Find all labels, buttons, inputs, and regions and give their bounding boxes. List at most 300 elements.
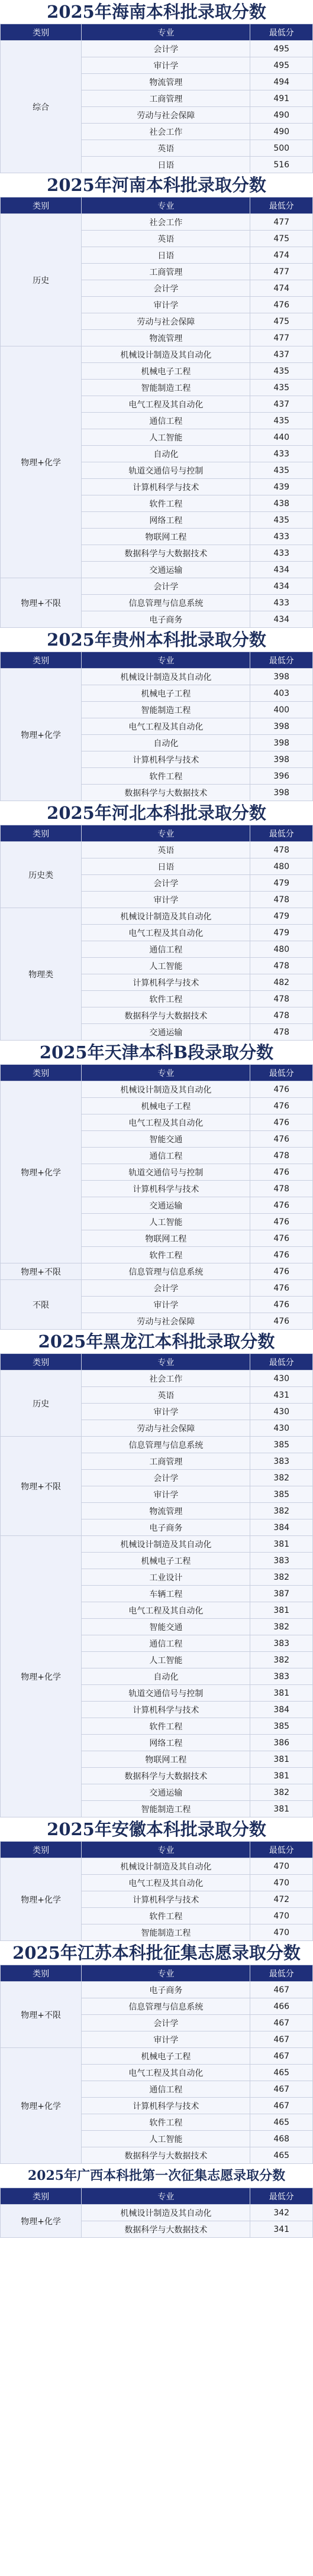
section-title: 2025年黑龙江本科批录取分数 [0,1330,313,1353]
major-cell: 会计学 [82,1470,250,1486]
score-cell: 433 [250,595,313,611]
score-cell: 385 [250,1718,313,1735]
header-category: 类别 [1,1842,82,1858]
score-section [0,1941,313,2164]
table-header-row [1,1354,313,1370]
header-major: 专业 [82,652,250,669]
major-cell: 审计学 [82,57,250,74]
major-cell: 交通运输 [82,1784,250,1801]
score-table [0,24,313,173]
category-cell: 物理+化学 [1,1081,82,1263]
header-major: 专业 [82,1065,250,1081]
score-cell: 474 [250,247,313,264]
major-cell: 机械设计制造及其自动化 [82,1536,250,1553]
major-cell: 软件工程 [82,1718,250,1735]
header-category: 类别 [1,1965,82,1982]
score-cell: 383 [250,1553,313,1569]
section-title: 2025年广西本科批第一次征集志愿录取分数 [0,2164,313,2188]
score-cell: 465 [250,2114,313,2131]
score-cell: 433 [250,446,313,462]
score-cell: 479 [250,908,313,925]
major-cell: 人工智能 [82,958,250,974]
major-cell: 轨道交通信号与控制 [82,1164,250,1181]
major-cell: 劳动与社会保障 [82,107,250,124]
major-cell: 工业设计 [82,1569,250,1586]
category-cell: 物理+不限 [1,1982,82,2048]
score-cell: 480 [250,858,313,875]
major-cell: 工商管理 [82,264,250,280]
major-cell: 车辆工程 [82,1586,250,1602]
score-cell: 476 [250,1247,313,1263]
header-score: 最低分 [250,825,313,842]
major-cell: 数据科学与大数据技术 [82,1768,250,1784]
score-cell: 435 [250,462,313,479]
score-table [0,197,313,628]
major-cell: 机械设计制造及其自动化 [82,346,250,363]
major-cell: 审计学 [82,2031,250,2048]
major-cell: 自动化 [82,1668,250,1685]
section-title: 2025年河南本科批录取分数 [0,173,313,197]
score-cell: 434 [250,578,313,595]
score-cell: 384 [250,1519,313,1536]
score-cell: 500 [250,140,313,157]
score-cell: 400 [250,702,313,718]
score-table [0,825,313,1041]
table-header-row [1,1065,313,1081]
header-category: 类别 [1,2188,82,2205]
section-title: 2025年安徽本科批录取分数 [0,1817,313,1841]
score-cell: 381 [250,1536,313,1553]
major-cell: 日语 [82,247,250,264]
category-cell: 历史 [1,214,82,346]
major-cell: 电气工程及其自动化 [82,718,250,735]
score-cell: 476 [250,1313,313,1330]
header-category: 类别 [1,24,82,41]
header-major: 专业 [82,1965,250,1982]
category-cell: 物理+化学 [1,1858,82,1941]
score-cell: 384 [250,1702,313,1718]
score-cell: 398 [250,785,313,801]
score-cell: 398 [250,751,313,768]
header-category: 类别 [1,197,82,214]
category-cell: 物理+化学 [1,2048,82,2164]
score-cell: 342 [250,2205,313,2221]
section-title: 2025年海南本科批录取分数 [0,0,313,24]
table-row [1,2205,313,2221]
table-header-row [1,24,313,41]
major-cell: 机械设计制造及其自动化 [82,908,250,925]
major-cell: 智能制造工程 [82,702,250,718]
table-row [1,41,313,57]
score-cell: 470 [250,1908,313,1924]
score-table [0,652,313,801]
score-cell: 470 [250,1924,313,1941]
major-cell: 物流管理 [82,330,250,346]
major-cell: 自动化 [82,446,250,462]
category-cell: 物理+不限 [1,1437,82,1536]
major-cell: 机械设计制造及其自动化 [82,2205,250,2221]
score-cell: 477 [250,214,313,231]
score-cell: 466 [250,1998,313,2015]
score-cell: 475 [250,231,313,247]
major-cell: 通信工程 [82,1635,250,1652]
major-cell: 计算机科学与技术 [82,1891,250,1908]
major-cell: 电气工程及其自动化 [82,2065,250,2081]
major-cell: 电气工程及其自动化 [82,1875,250,1891]
table-header-row [1,2188,313,2205]
score-cell: 382 [250,1652,313,1668]
score-cell: 434 [250,611,313,628]
section-title: 2025年江苏本科批征集志愿录取分数 [0,1941,313,1965]
major-cell: 审计学 [82,1486,250,1503]
major-cell: 数据科学与大数据技术 [82,545,250,562]
score-cell: 478 [250,1007,313,1024]
score-cell: 381 [250,1685,313,1702]
major-cell: 机械电子工程 [82,1553,250,1569]
table-row [1,346,313,363]
score-cell: 476 [250,1263,313,1280]
major-cell: 数据科学与大数据技术 [82,2221,250,2238]
header-score: 最低分 [250,1842,313,1858]
major-cell: 会计学 [82,41,250,57]
score-cell: 470 [250,1858,313,1875]
score-cell: 476 [250,1131,313,1148]
major-cell: 社会工作 [82,214,250,231]
score-cell: 435 [250,413,313,429]
header-score: 最低分 [250,197,313,214]
score-cell: 491 [250,90,313,107]
major-cell: 电气工程及其自动化 [82,396,250,413]
major-cell: 会计学 [82,578,250,595]
score-cell: 430 [250,1404,313,1420]
major-cell: 软件工程 [82,991,250,1007]
score-cell: 479 [250,925,313,941]
major-cell: 社会工作 [82,124,250,140]
major-cell: 智能交通 [82,1619,250,1635]
table-row [1,1536,313,1553]
major-cell: 智能制造工程 [82,380,250,396]
score-cell: 467 [250,1982,313,1998]
score-cell: 478 [250,991,313,1007]
major-cell: 日语 [82,858,250,875]
header-score: 最低分 [250,1354,313,1370]
table-header-row [1,1842,313,1858]
score-cell: 480 [250,941,313,958]
table-row [1,214,313,231]
score-section [0,1041,313,1330]
major-cell: 英语 [82,231,250,247]
major-cell: 人工智能 [82,429,250,446]
table-row [1,1858,313,1875]
table-header-row [1,197,313,214]
score-cell: 383 [250,1453,313,1470]
major-cell: 智能交通 [82,1131,250,1148]
major-cell: 交通运输 [82,1197,250,1214]
score-cell: 467 [250,2081,313,2098]
major-cell: 信息管理与信息系统 [82,1437,250,1453]
major-cell: 工商管理 [82,1453,250,1470]
score-cell: 434 [250,562,313,578]
score-cell: 476 [250,1114,313,1131]
header-major: 专业 [82,825,250,842]
score-section [0,0,313,173]
score-cell: 387 [250,1586,313,1602]
score-cell: 478 [250,892,313,908]
score-table [0,1965,313,2164]
major-cell: 计算机科学与技术 [82,974,250,991]
score-table [0,1064,313,1330]
score-cell: 385 [250,1486,313,1503]
header-major: 专业 [82,24,250,41]
table-row [1,669,313,685]
score-cell: 475 [250,313,313,330]
major-cell: 审计学 [82,1297,250,1313]
major-cell: 软件工程 [82,768,250,785]
table-row [1,1263,313,1280]
score-cell: 467 [250,2098,313,2114]
major-cell: 轨道交通信号与控制 [82,1685,250,1702]
score-cell: 382 [250,1503,313,1519]
table-header-row [1,652,313,669]
major-cell: 交通运输 [82,1024,250,1041]
major-cell: 机械电子工程 [82,1098,250,1114]
score-cell: 478 [250,842,313,858]
major-cell: 电子商务 [82,611,250,628]
major-cell: 机械设计制造及其自动化 [82,1858,250,1875]
major-cell: 英语 [82,140,250,157]
table-header-row [1,825,313,842]
major-cell: 劳动与社会保障 [82,1420,250,1437]
score-cell: 477 [250,330,313,346]
major-cell: 通信工程 [82,2081,250,2098]
category-cell: 物理+不限 [1,578,82,628]
score-section [0,801,313,1041]
major-cell: 软件工程 [82,1247,250,1263]
header-major: 专业 [82,1354,250,1370]
score-table [0,2188,313,2238]
major-cell: 审计学 [82,892,250,908]
major-cell: 人工智能 [82,1214,250,1230]
score-cell: 478 [250,1148,313,1164]
score-cell: 474 [250,280,313,297]
score-cell: 437 [250,346,313,363]
header-major: 专业 [82,197,250,214]
category-cell: 物理+化学 [1,346,82,578]
major-cell: 审计学 [82,1404,250,1420]
major-cell: 英语 [82,842,250,858]
score-cell: 382 [250,1619,313,1635]
score-cell: 433 [250,529,313,545]
category-cell: 物理类 [1,908,82,1041]
table-row [1,2048,313,2065]
major-cell: 机械电子工程 [82,363,250,380]
score-cell: 439 [250,479,313,495]
score-cell: 476 [250,1230,313,1247]
major-cell: 人工智能 [82,1652,250,1668]
category-cell: 物理+化学 [1,669,82,801]
major-cell: 物联网工程 [82,529,250,545]
score-cell: 398 [250,735,313,751]
score-cell: 403 [250,685,313,702]
score-cell: 385 [250,1437,313,1453]
header-major: 专业 [82,1842,250,1858]
score-cell: 477 [250,264,313,280]
score-cell: 476 [250,1297,313,1313]
major-cell: 数据科学与大数据技术 [82,2147,250,2164]
score-cell: 476 [250,297,313,313]
category-cell: 历史类 [1,842,82,908]
score-cell: 476 [250,1081,313,1098]
score-cell: 435 [250,512,313,529]
score-cell: 430 [250,1420,313,1437]
category-cell: 综合 [1,41,82,173]
score-cell: 478 [250,1181,313,1197]
category-cell: 物理+化学 [1,1536,82,1817]
score-cell: 490 [250,107,313,124]
major-cell: 信息管理与信息系统 [82,1263,250,1280]
header-score: 最低分 [250,2188,313,2205]
major-cell: 劳动与社会保障 [82,313,250,330]
score-cell: 476 [250,1197,313,1214]
score-cell: 476 [250,1280,313,1297]
score-cell: 435 [250,380,313,396]
major-cell: 通信工程 [82,413,250,429]
score-cell: 467 [250,2015,313,2031]
score-cell: 494 [250,74,313,90]
score-cell: 381 [250,1751,313,1768]
major-cell: 通信工程 [82,941,250,958]
score-cell: 476 [250,1214,313,1230]
table-row [1,908,313,925]
major-cell: 计算机科学与技术 [82,479,250,495]
score-cell: 472 [250,1891,313,1908]
score-cell: 465 [250,2065,313,2081]
score-section [0,2164,313,2238]
score-cell: 398 [250,718,313,735]
score-cell: 468 [250,2131,313,2147]
major-cell: 软件工程 [82,495,250,512]
major-cell: 数据科学与大数据技术 [82,785,250,801]
score-cell: 381 [250,1801,313,1817]
major-cell: 软件工程 [82,2114,250,2131]
score-cell: 398 [250,669,313,685]
major-cell: 智能制造工程 [82,1924,250,1941]
major-cell: 机械电子工程 [82,2048,250,2065]
major-cell: 计算机科学与技术 [82,751,250,768]
major-cell: 物流管理 [82,74,250,90]
score-cell: 495 [250,57,313,74]
score-cell: 383 [250,1635,313,1652]
major-cell: 信息管理与信息系统 [82,1998,250,2015]
score-cell: 383 [250,1668,313,1685]
major-cell: 软件工程 [82,1908,250,1924]
major-cell: 电气工程及其自动化 [82,1602,250,1619]
score-cell: 516 [250,157,313,173]
major-cell: 计算机科学与技术 [82,1181,250,1197]
section-title: 2025年天津本科B段录取分数 [0,1041,313,1064]
header-category: 类别 [1,825,82,842]
score-section [0,1817,313,1941]
score-cell: 430 [250,1370,313,1387]
score-table [0,1353,313,1817]
score-cell: 467 [250,2031,313,2048]
score-cell: 431 [250,1387,313,1404]
section-title: 2025年贵州本科批录取分数 [0,628,313,652]
major-cell: 物流管理 [82,1503,250,1519]
score-cell: 381 [250,1768,313,1784]
major-cell: 物联网工程 [82,1751,250,1768]
table-row [1,578,313,595]
table-row [1,1370,313,1387]
header-category: 类别 [1,1065,82,1081]
score-cell: 382 [250,1470,313,1486]
score-cell: 381 [250,1602,313,1619]
score-cell: 479 [250,875,313,892]
table-header-row [1,1965,313,1982]
score-cell: 476 [250,1098,313,1114]
major-cell: 交通运输 [82,562,250,578]
header-category: 类别 [1,1354,82,1370]
table-row [1,842,313,858]
score-cell: 382 [250,1784,313,1801]
major-cell: 社会工作 [82,1370,250,1387]
major-cell: 电子商务 [82,1519,250,1536]
table-row [1,1437,313,1453]
score-cell: 396 [250,768,313,785]
major-cell: 自动化 [82,735,250,751]
table-row [1,1081,313,1098]
major-cell: 工商管理 [82,90,250,107]
table-row [1,1982,313,1998]
score-cell: 382 [250,1569,313,1586]
score-cell: 386 [250,1735,313,1751]
score-cell: 433 [250,545,313,562]
score-cell: 437 [250,396,313,413]
major-cell: 英语 [82,1387,250,1404]
score-cell: 465 [250,2147,313,2164]
score-cell: 478 [250,958,313,974]
score-cell: 495 [250,41,313,57]
header-score: 最低分 [250,652,313,669]
major-cell: 机械设计制造及其自动化 [82,669,250,685]
score-section [0,1330,313,1817]
score-cell: 490 [250,124,313,140]
score-cell: 482 [250,974,313,991]
major-cell: 数据科学与大数据技术 [82,1007,250,1024]
major-cell: 物联网工程 [82,1230,250,1247]
header-score: 最低分 [250,24,313,41]
score-cell: 435 [250,363,313,380]
major-cell: 电气工程及其自动化 [82,925,250,941]
category-cell: 物理+化学 [1,2205,82,2238]
score-section [0,173,313,628]
major-cell: 会计学 [82,875,250,892]
major-cell: 机械电子工程 [82,685,250,702]
major-cell: 网络工程 [82,1735,250,1751]
score-cell: 438 [250,495,313,512]
score-cell: 467 [250,2048,313,2065]
score-cell: 478 [250,1024,313,1041]
category-cell: 物理+不限 [1,1263,82,1280]
major-cell: 网络工程 [82,512,250,529]
major-cell: 会计学 [82,280,250,297]
score-section [0,628,313,801]
table-row [1,1280,313,1297]
header-score: 最低分 [250,1065,313,1081]
section-title: 2025年河北本科批录取分数 [0,801,313,825]
major-cell: 会计学 [82,1280,250,1297]
major-cell: 审计学 [82,297,250,313]
